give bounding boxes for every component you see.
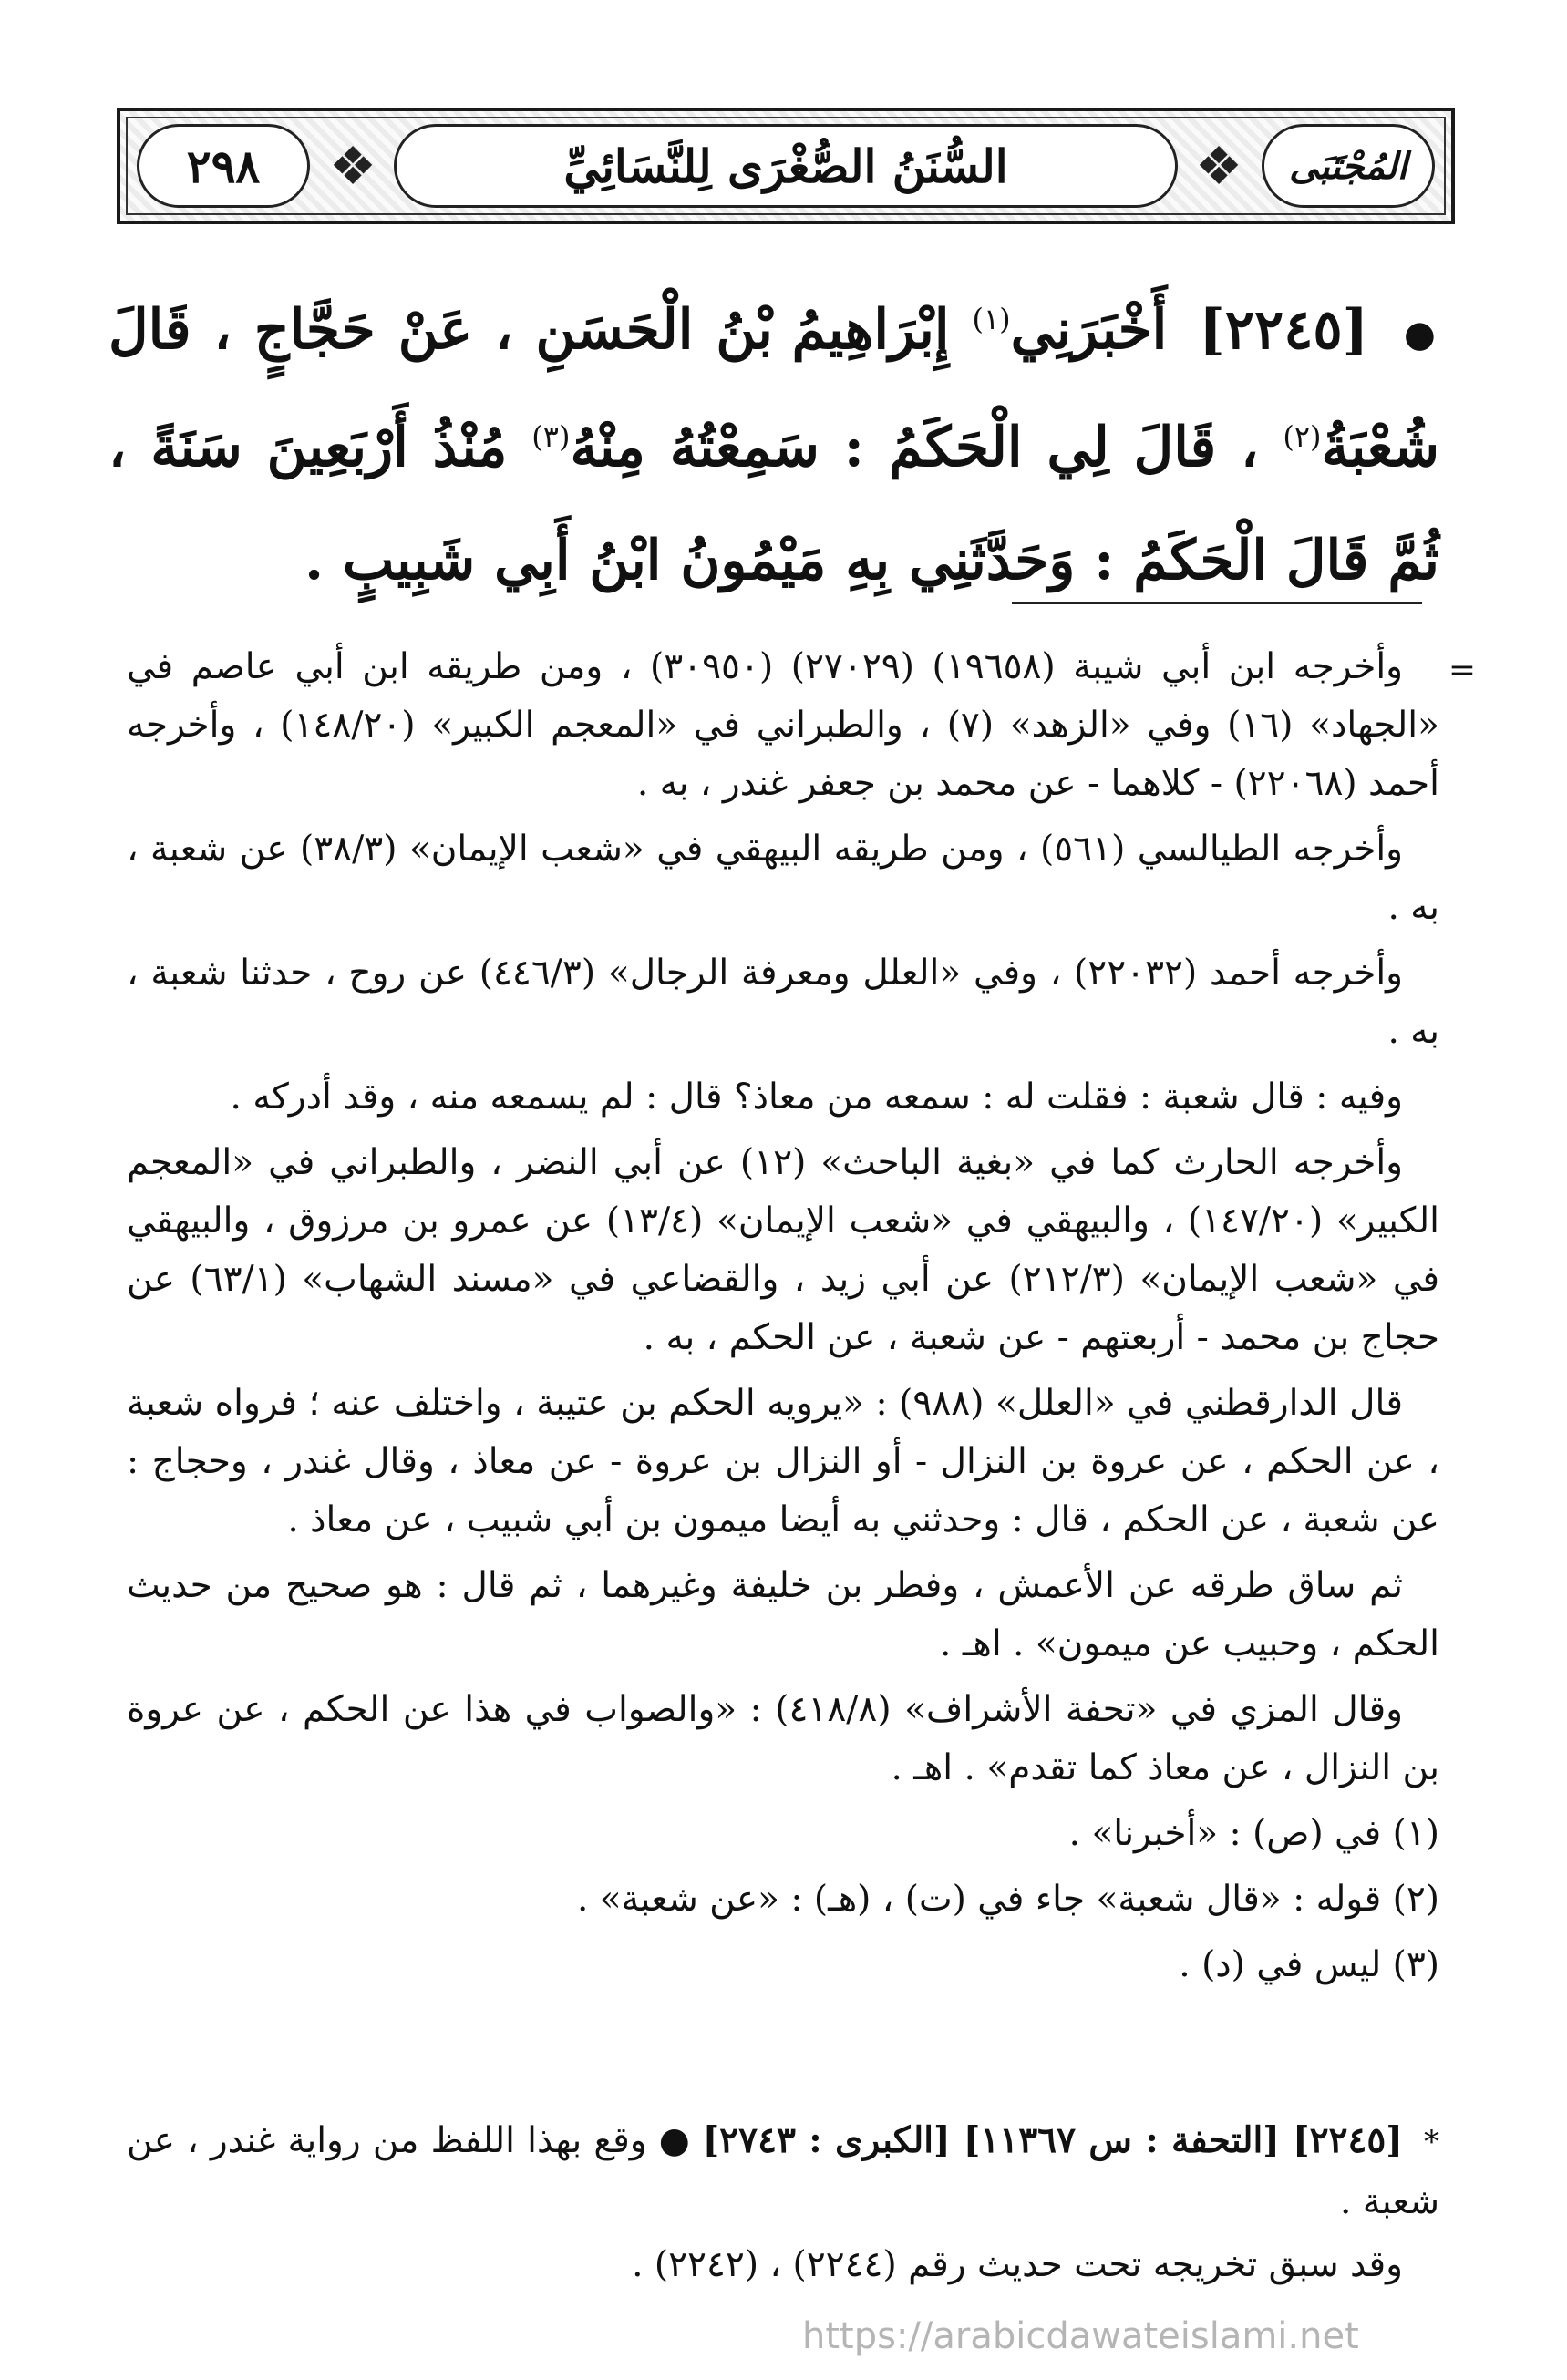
note-paragraph: وأخرجه الحارث كما في «بغية الباحث» (١٢) عن أبي النضر ، والطبراني في «المعجم الكبير» (١٤٧/٢٠) ، والبيهقي في «شعب الإيمان» (١٣/٤) عن عمرو بن مرزوق ، والبيهقي في «شعب الإيمان» (٢١٢/٣) عن أبي زيد ، والقضاعي في «مسند الشهاب» (٦٣/١) عن حجاج بن محمد - أربعتهم - عن شعبة ، عن الحكم ، به .	[127, 1142, 1439, 1358]
page-header	[117, 108, 1455, 224]
footnote-ref: (٢)	[1283, 418, 1322, 454]
watermark: https://arabicdawateislami.net	[802, 2315, 1359, 2357]
footnote-divider	[1012, 602, 1422, 604]
note-paragraph: وأخرجه ابن أبي شيبة (١٩٦٥٨) (٢٧٠٢٩) (٣٠٩٥٠) ، ومن طريقه ابن أبي عاصم في «الجهاد» (١٦) وفي «الزهد» (٧) ، والطبراني في «المعجم الكبير» (١٤٨/٢٠) ، وأخرجه أحمد (٢٢٠٦٨) - كلاهما - عن محمد بن جعفر غندر ، به .	[127, 646, 1439, 804]
note-paragraph: وقال المزي في «تحفة الأشراف» (٤١٨/٨) : «والصواب في هذا عن الحكم ، عن عروة بن النزال ، عن معاذ كما تقدم» . اهـ .	[127, 1689, 1439, 1788]
footnote-item: (٢) قوله : «قال شعبة» جاء في (ت) ، (هـ) : «عن شعبة» .	[576, 1879, 1439, 1920]
footnote-item: (٣) ليس في (د) .	[1179, 1944, 1439, 1985]
page-number-cartouche	[137, 124, 310, 208]
note-paragraph: ثم ساق طرقه عن الأعمش ، وفطر بن خليفة وغيرهما ، ثم قال : هو صحيح من حديث الحكم ، وحبيب عن ميمون» . اهـ .	[127, 1565, 1439, 1664]
page-number: ٢٩٨	[186, 139, 261, 193]
reference-line	[127, 2110, 1439, 2232]
hadith-segment: مُنْذُ أَرْبَعِينَ سَنَةً ، ثُمَّ قَالَ الْحَكَمُ : وَحَدَّثَنِي بِهِ مَيْمُونُ ابْنُ أَبِي شَبِيبٍ .	[108, 415, 1439, 592]
hadith-segment: إِبْرَاهِيمُ بْنُ الْحَسَنِ ، عَنْ حَجَّاجٍ ، قَالَ شُعْبَةُ	[108, 298, 1440, 479]
ornament-icon: ❖	[1195, 135, 1242, 197]
star-icon: *	[1424, 2124, 1439, 2160]
hadith-number: [٢٢٤٥]	[1199, 298, 1369, 362]
footnote-item: (١) في (ص) : «أخبرنا» .	[1068, 1813, 1439, 1854]
note-paragraph: وأخرجه أحمد (٢٢٠٣٢) ، وفي «العلل ومعرفة الرجال» (٤٤٦/٣) عن روح ، حدثنا شعبة ، به .	[127, 953, 1439, 1052]
reference-label: [٢٢٤٥] [التحفة : س ١١٣٦٧] [الكبرى : ٢٧٤٣]	[702, 2119, 1403, 2161]
reference-text: ● وقع بهذا اللفظ من رواية غندر ، عن شعبة .	[127, 2120, 1439, 2222]
continuation-mark: =	[1448, 652, 1476, 689]
bullet-icon: ●	[1404, 312, 1440, 355]
running-title: السُّنَنُ الصُّغْرَى لِلنَّسَائِيِّ	[563, 139, 1008, 193]
hadith-segment: أَخْبَرَنِي	[1010, 298, 1168, 362]
footnote-ref: (٣)	[531, 418, 571, 454]
book-brand: المُجْتَبَى	[1289, 144, 1407, 188]
hadith-segment: ، قَالَ لِي الْحَكَمُ : سَمِعْتُهُ مِنْهُ	[570, 415, 1259, 479]
note-paragraph: وأخرجه الطيالسي (٥٦١) ، ومن طريقه البيهقي في «شعب الإيمان» (٣٨/٣) عن شعبة ، به .	[127, 829, 1439, 928]
brand-cartouche	[1262, 124, 1435, 208]
note-paragraph: قال الدارقطني في «العلل» (٩٨٨) : «يرويه الحكم بن عتيبة ، واختلف عنه ؛ فرواه شعبة ، عن الحكم ، عن عروة بن النزال - أو النزال بن عروة - عن معاذ ، وقال غندر ، وحجاج : عن شعبة ، عن الحكم ، قال : وحدثني به أيضا ميمون بن أبي شبيب ، عن معاذ .	[127, 1383, 1439, 1540]
running-title-cartouche	[394, 124, 1178, 208]
footnote-ref: (١)	[972, 302, 1011, 336]
footnotes	[127, 638, 1476, 2002]
final-note: وقد سبق تخريجه تحت حديث رقم (٢٢٤٤) ، (٢٢٤٢) .	[632, 2244, 1403, 2285]
note-paragraph: وفيه : قال شعبة : فقلت له : سمعه من معاذ؟ قال : لم يسمعه منه ، وقد أدركه .	[230, 1077, 1403, 1118]
hadith-text	[108, 273, 1439, 617]
ornament-icon: ❖	[329, 135, 376, 197]
